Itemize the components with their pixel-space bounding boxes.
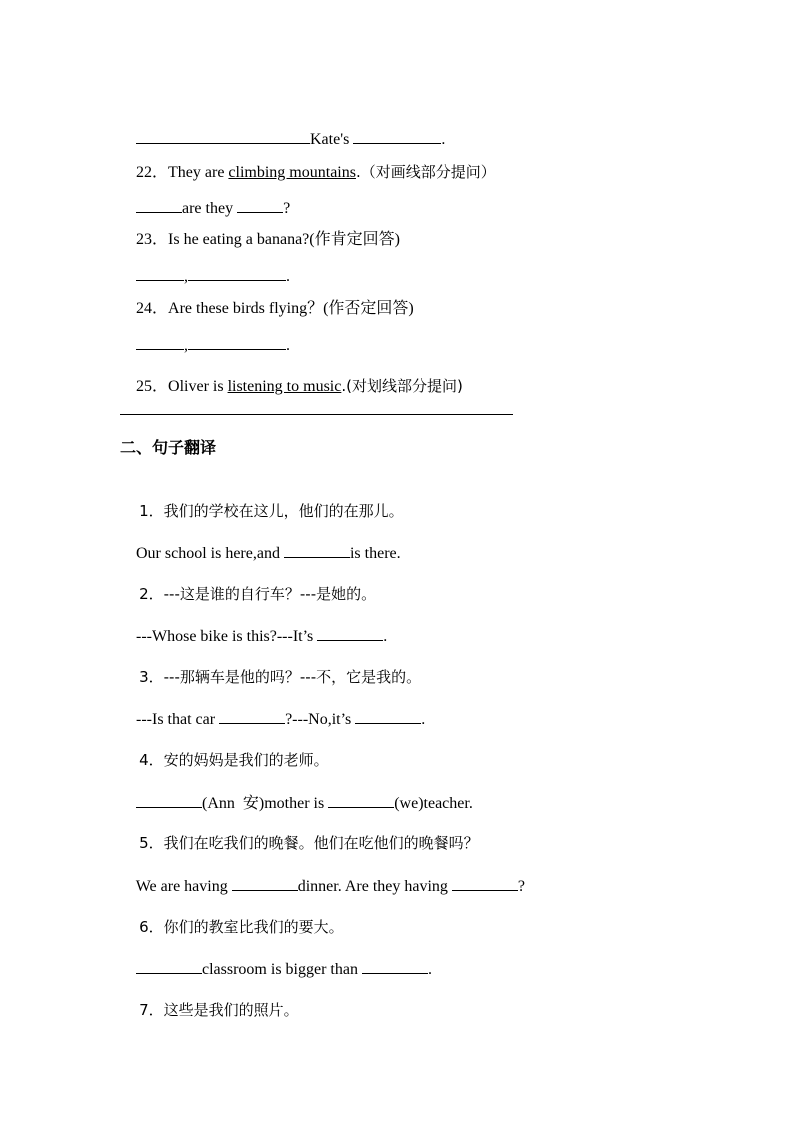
answer-blank[interactable] (355, 708, 421, 724)
translation-answer-6 (120, 938, 432, 978)
item-number: 1． (139, 502, 164, 520)
english-text: . (427, 961, 432, 978)
english-text: is there. (349, 545, 401, 562)
translation-prompt-3 (120, 647, 422, 686)
english-text: Our school is here,and (136, 545, 284, 562)
chinese-sentence: 这些是我们的照片。 (163, 1001, 299, 1019)
answer-blank[interactable] (136, 792, 202, 808)
answer-22: are they ? (120, 177, 290, 197)
item-number: 6． (139, 918, 164, 936)
question-text: Oliver is (168, 378, 228, 395)
question-23 (120, 210, 400, 248)
english-text: classroom is bigger than (202, 961, 362, 978)
english-text: . (421, 711, 426, 728)
question-number: 25． (136, 378, 169, 395)
translation-answer-4 (120, 772, 473, 812)
answer-23: , . (120, 245, 290, 265)
chinese-sentence: 你们的教室比我们的要大。 (163, 918, 344, 936)
question-24 (120, 279, 414, 317)
question-instruction: .(对划线部分提问) (341, 377, 463, 395)
english-text: ? (517, 878, 526, 895)
english-text: ?---No,it’s (285, 711, 356, 728)
translation-prompt-2 (120, 564, 377, 603)
question-instruction: .（对画线部分提问） (355, 163, 496, 181)
answer-long-line[interactable] (120, 414, 513, 415)
answer-line-kate: Kate's . (120, 108, 445, 128)
answer-blank[interactable] (362, 958, 428, 974)
translation-answer-3 (120, 688, 426, 728)
question-number: 22． (136, 164, 169, 181)
question-22 (120, 142, 496, 181)
english-text: We are having (135, 878, 232, 895)
question-text: Are these birds flying？(作否定回答) (168, 300, 414, 317)
underlined-phrase: climbing mountains (228, 164, 356, 181)
item-number: 3． (139, 668, 164, 686)
english-text: dinner. Are they having (297, 878, 452, 895)
translation-prompt-1 (120, 481, 404, 520)
english-text: (Ann 安)mother is (202, 795, 329, 812)
translation-answer-1 (120, 522, 401, 562)
question-number: 24． (136, 300, 169, 317)
answer-blank[interactable] (328, 792, 394, 808)
item-number: 7． (139, 1001, 164, 1019)
answer-blank[interactable] (219, 708, 285, 724)
question-text: They are (168, 164, 229, 181)
item-number: 5． (139, 834, 164, 852)
question-number: 23． (136, 231, 169, 248)
translation-prompt-5 (120, 813, 479, 852)
kate-text: Kate's (310, 131, 350, 148)
section-heading: 二、句子翻译 (120, 438, 217, 457)
answer-blank[interactable] (284, 542, 350, 558)
english-text: (we)teacher. (394, 795, 473, 812)
answer-blank[interactable] (317, 625, 383, 641)
chinese-sentence: ---那辆车是他的吗？---不，它是我的。 (163, 668, 422, 686)
item-number: 2． (139, 585, 164, 603)
answer-24: , . (120, 314, 290, 334)
answer-blank[interactable] (188, 334, 286, 350)
english-text: . (383, 628, 388, 645)
translation-answer-5 (120, 855, 526, 895)
chinese-sentence: ---这是谁的自行车？---是她的。 (163, 585, 377, 603)
chinese-sentence: 安的妈妈是我们的老师。 (163, 751, 329, 769)
answer-blank[interactable] (452, 875, 518, 891)
item-number: 4． (139, 751, 164, 769)
translation-prompt-4 (120, 730, 329, 769)
english-text: ---Whose bike is this?---It’s (136, 628, 318, 645)
chinese-sentence: 我们的学校在这儿，他们的在那儿。 (163, 502, 404, 520)
answer-blank[interactable] (232, 875, 298, 891)
underlined-phrase: listening to music (227, 378, 342, 395)
answer-blank[interactable] (136, 958, 202, 974)
answer-text: are they (182, 200, 234, 217)
translation-answer-2 (120, 605, 388, 645)
question-25 (120, 356, 463, 395)
question-text: Is he eating a banana?(作肯定回答) (168, 231, 400, 248)
english-text: ---Is that car (136, 711, 220, 728)
answer-blank[interactable] (136, 334, 184, 350)
chinese-sentence: 我们在吃我们的晚餐。他们在吃他们的晚餐吗？ (163, 834, 479, 852)
translation-prompt-7 (120, 980, 299, 1019)
translation-prompt-6 (120, 897, 344, 936)
